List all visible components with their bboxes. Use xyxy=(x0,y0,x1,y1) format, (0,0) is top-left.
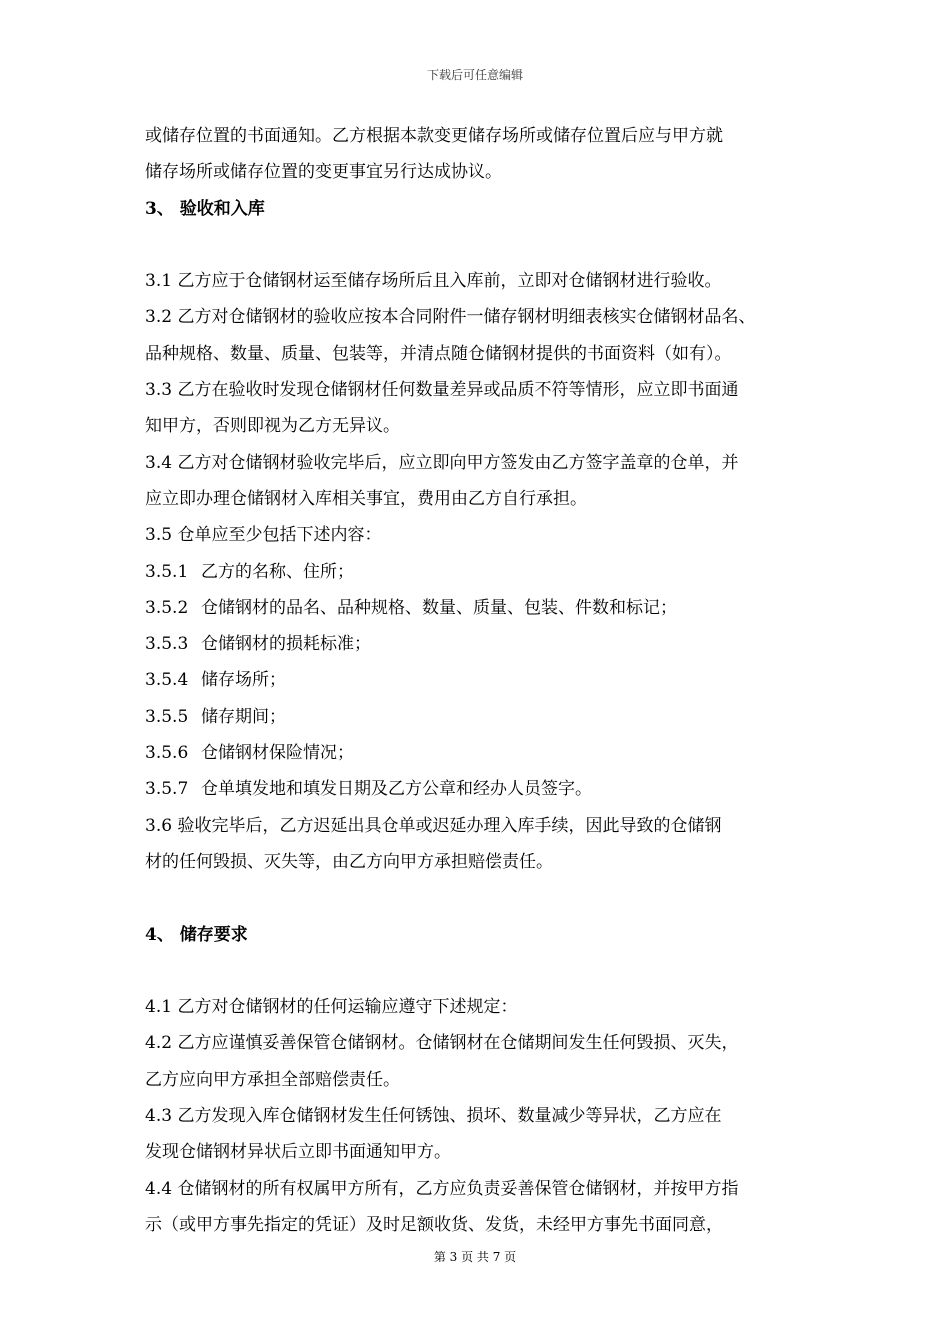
page-header: 下载后可任意编辑 xyxy=(426,68,523,82)
sub-clause-text: 储存期间； xyxy=(201,706,286,727)
paragraph-line: 或储存位置的书面通知。乙方根据本款变更储存场所或储存位置后应与甲方就 xyxy=(145,126,723,146)
sub-clause xyxy=(145,626,825,662)
sub-clause-number: 3.5.2 xyxy=(145,597,189,618)
sub-clause xyxy=(145,735,825,771)
clause-line: 4.1 乙方对仓储钢材的任何运输应遵守下述规定： xyxy=(145,997,518,1018)
sub-clause-text: 储存场所； xyxy=(201,670,286,691)
clause-line: 4.4 仓储钢材的所有权属甲方所有，乙方应负责妥善保管仓储钢材，并按甲方指 xyxy=(145,1178,739,1199)
sub-clause xyxy=(145,771,825,807)
section-heading: 4、 储存要求 xyxy=(145,924,248,945)
clause-line: 4.2 乙方应谨慎妥善保管仓储钢材。仓储钢材在仓储期间发生任何毁损、灭失， xyxy=(145,1033,739,1054)
sub-clause-number: 3.5.5 xyxy=(145,706,189,727)
blank-line xyxy=(145,880,825,916)
sub-clause-number: 3.5.3 xyxy=(145,634,189,655)
sub-clause-text: 乙方的名称、住所； xyxy=(201,561,354,582)
sub-clause xyxy=(145,554,825,590)
clause-line: 3.3 乙方在验收时发现仓储钢材任何数量差异或品质不符等情形，应立即书面通 xyxy=(145,380,739,401)
clause-line: 应立即办理仓储钢材入库相关事宜，费用由乙方自行承担。 xyxy=(145,488,587,509)
clause-line: 3.1 乙方应于仓储钢材运至储存场所后且入库前，立即对仓储钢材进行验收。 xyxy=(145,271,722,292)
clause-line: 3.2 乙方对仓储钢材的验收应按本合同附件一储存钢材明细表核实仓储钢材品名、 xyxy=(145,307,756,328)
sub-clause-number: 3.5.4 xyxy=(145,670,189,691)
clause-line: 3.6 验收完毕后，乙方迟延出具仓单或迟延办理入库手续，因此导致的仓储钢 xyxy=(145,815,722,836)
clause-line: 品种规格、数量、质量、包装等，并清点随仓储钢材提供的书面资料（如有）。 xyxy=(145,343,732,364)
blank-line xyxy=(145,953,825,989)
document-body xyxy=(145,118,825,1243)
sub-clause-text: 仓单填发地和填发日期及乙方公章和经办人员签字。 xyxy=(201,779,592,800)
clause-line: 发现仓储钢材异状后立即书面通知甲方。 xyxy=(145,1142,451,1163)
sub-clause xyxy=(145,699,825,735)
sub-clause xyxy=(145,590,825,626)
paragraph-line: 储存场所或储存位置的变更事宜另行达成协议。 xyxy=(145,162,502,183)
sub-clause-number: 3.5.7 xyxy=(145,779,189,800)
clause-line: 3.5 仓单应至少包括下述内容： xyxy=(145,525,382,546)
page-footer: 第 3 页 共 7 页 xyxy=(433,1250,517,1264)
sub-clause-number: 3.5.6 xyxy=(145,743,189,764)
clause-line: 乙方应向甲方承担全部赔偿责任。 xyxy=(145,1069,400,1090)
sub-clause-text: 仓储钢材的品名、品种规格、数量、质量、包装、件数和标记； xyxy=(201,597,677,618)
clause-line: 4.3 乙方发现入库仓储钢材发生任何锈蚀、损坏、数量减少等异状，乙方应在 xyxy=(145,1106,722,1127)
section-heading: 3、 验收和入库 xyxy=(145,198,265,219)
sub-clause-text: 仓储钢材的损耗标准； xyxy=(201,634,371,655)
sub-clause-number: 3.5.1 xyxy=(145,561,189,582)
sub-clause-text: 仓储钢材保险情况； xyxy=(201,743,354,764)
clause-line: 材的任何毁损、灭失等，由乙方向甲方承担赔偿责任。 xyxy=(145,851,553,872)
sub-clause xyxy=(145,662,825,698)
clause-line: 示（或甲方事先指定的凭证）及时足额收货、发货，未经甲方事先书面同意， xyxy=(145,1214,723,1235)
blank-line xyxy=(145,227,825,263)
clause-line: 3.4 乙方对仓储钢材验收完毕后，应立即向甲方签发由乙方签字盖章的仓单，并 xyxy=(145,452,739,473)
clause-line: 知甲方，否则即视为乙方无异议。 xyxy=(145,416,400,437)
